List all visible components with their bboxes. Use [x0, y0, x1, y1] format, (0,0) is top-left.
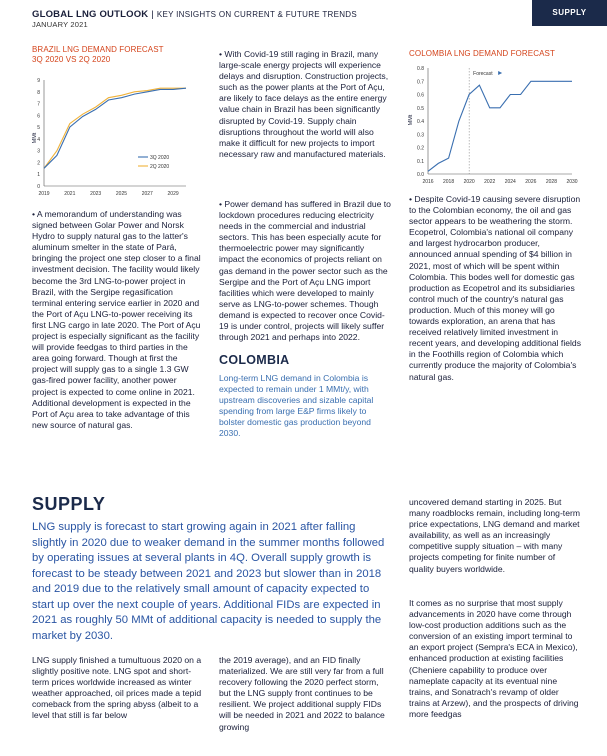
- colombia-forecast-arrow-icon: [498, 71, 502, 75]
- brazil-x-tick-label: 2025: [115, 191, 128, 197]
- brazil-y-tick-label: 9: [37, 78, 40, 84]
- colombia-x-tick-label: 2018: [443, 179, 455, 185]
- brazil-y-tick-label: 1: [37, 172, 40, 179]
- brazil-legend-label: 2Q 2020: [150, 164, 170, 170]
- colombia-y-tick-label: 0.4: [417, 119, 424, 125]
- supply-right-paragraph-1: uncovered demand starting in 2025. But many roadblocks remain, including long-term price expectations, LNG demand and market availability, as well as an increasingly competitive supply situation – with many projects competing for finite number of quality buyers worldwide.: [409, 497, 580, 574]
- brazil-x-tick-label: 2027: [141, 191, 153, 197]
- colombia-chart-caption: COLOMBIA LNG DEMAND FORECAST: [409, 49, 555, 58]
- colombia-y-tick-label: 0.1: [417, 158, 424, 165]
- colombia-ecopetrol-paragraph: • Despite Covid-19 causing severe disruption to the Colombian economy, the oil and gas sector appears to be weathering the storm. Ecopetrol, Colombia's national oil company and largest hydrocarbon producer, announced annual spending of $4 billion in 2021, most of which will be spent within Colombia. This bodes well for domestic gas production as Ecopetrol and its subsidiaries control much of the country's natural gas production. Much of this money will go towards exploration, an arena that has received relatively limited investment in recent years, and developing additional fields in the Foothills region of Colombia which currently produce the majority of Colombia's natural gas.: [409, 194, 581, 382]
- report-date: JANUARY 2021: [32, 20, 88, 29]
- colombia-x-tick-label: 2026: [525, 179, 537, 185]
- brazil-y-tick-label: 4: [37, 136, 40, 143]
- colombia-x-tick-label: 2028: [545, 179, 557, 185]
- brazil-x-tick-label: 2019: [38, 191, 50, 197]
- title-separator: |: [151, 9, 154, 20]
- brazil-chart-title: BRAZIL LNG DEMAND FORECAST: [32, 45, 164, 54]
- colombia-lead-paragraph: Long-term LNG demand in Colombia is expected to remain under 1 MMt/y, with upstream discoveries and sizable capital spending from large E&P firms likely to bolster domestic gas production beyond 2030.: [219, 373, 374, 439]
- colombia-x-tick-label: 2016: [422, 179, 434, 185]
- brazil-y-tick-label: 2: [37, 160, 40, 167]
- brazil-y-tick-label: 8: [37, 89, 40, 96]
- brazil-x-tick-label: 2021: [64, 191, 76, 197]
- supply-heading: SUPPLY: [32, 494, 106, 514]
- colombia-lng-demand-chart: [404, 60, 584, 188]
- colombia-y-tick-label: 0.0: [417, 172, 424, 178]
- colombia-forecast-annotation: Forecast: [473, 71, 493, 77]
- colombia-y-tick-label: 0.5: [417, 105, 424, 112]
- brazil-covid-paragraph: • With Covid-19 still raging in Brazil, many large-scale energy projects will experience delays and disruption. Construction projects, such as the power plants at the Port of Açu, are likely to face delays as the entire energy value chain in Brazil has been significantly disrupted by Covid-19. Supply chain disruptions throughout the world will also make it difficult for new projects to import necessary raw and manufactured materials.: [219, 49, 389, 159]
- colombia-series-line: [428, 81, 572, 171]
- brazil-chart-subtitle: 3Q 2020 VS 2Q 2020: [32, 55, 111, 64]
- report-title-main: GLOBAL LNG OUTLOOK: [32, 9, 149, 20]
- colombia-y-axis-label: MMt: [408, 114, 414, 126]
- colombia-heading: COLOMBIA: [219, 353, 290, 367]
- colombia-x-tick-label: 2030: [566, 179, 578, 185]
- colombia-x-tick-label: 2020: [463, 179, 475, 185]
- brazil-y-tick-label: 7: [37, 101, 40, 108]
- brazil-y-tick-label: 3: [37, 148, 40, 155]
- colombia-x-tick-label: 2022: [484, 179, 496, 185]
- report-title-sub: KEY INSIGHTS ON CURRENT & FUTURE TRENDS: [156, 10, 358, 19]
- brazil-power-demand-paragraph: • Power demand has suffered in Brazil due to lockdown procedures reducing electricity needs in the commercial and industrial sectors. This has been especially acute for thermoelectric power may significantly impact the economics of projects reliant on gas demand in the power sector such as the Sergipe and the Port of Açu LNG import facilities which were developed to mainly serve as LNG-to-power schemes. Though demand is expected to recover once Covid-19 is under control, projects will likely suffer through 2021 and perhaps into 2022.: [219, 199, 391, 343]
- colombia-y-tick-label: 0.2: [417, 145, 424, 152]
- supply-right-paragraph-2: It comes as no surprise that most supply advancements in 2020 have come through low-cost production additions such as the conversion of an existing import terminal to an export project (Sempra's ECA in Mexico), enhanced production at existing facilities (Cheniere capability to produce over nameplate capacity at its eventual nine trains, and Sonatrach's revamp of older trains at Arzew), and the prospects of driving more feedgas: [409, 598, 579, 719]
- supply-body-col2: the 2019 average), and an FID finally materialized. We are still very far from a full recovery following the 2020 perfect storm, but the LNG supply front continues to be resilient. We project additional supply FIDs will be needed in 2021 and 2022 to balance growing: [219, 655, 385, 732]
- colombia-y-tick-label: 0.8: [417, 66, 424, 72]
- brazil-chart-caption: [32, 45, 164, 65]
- brazil-x-tick-label: 2023: [90, 191, 102, 197]
- colombia-y-tick-label: 0.6: [417, 92, 424, 99]
- brazil-y-axis-label: MMt: [32, 132, 38, 144]
- brazil-y-tick-label: 5: [37, 125, 40, 132]
- brazil-golar-paragraph: • A memorandum of understanding was signed between Golar Power and Norsk Hydro to supply natural gas to the latter's aluminum smelter in the state of Pará, bringing the project one step closer to a final investment decision. The facility would likely become the 3rd LNG-to-power project in Brazil, with the Sergipe regasification terminal entering service earlier in 2020 and the Port of Açu LNG-to-power receiving its first LNG cargo in late 2020. The Port of Açu project is especially significant as the facility will provide feedgas to third parties in the area going forward. Though at first the project will supply gas to a single 1.3 GW gas-fired power facility, another power project is expected to come online in 2021. Additional development is expected in the Port of Açu area to take advantage of this new source of natural gas.: [32, 209, 201, 430]
- report-title: [32, 9, 357, 20]
- brazil-legend-label: 3Q 2020: [150, 155, 170, 161]
- brazil-y-tick-label: 0: [37, 184, 40, 190]
- brazil-y-tick-label: 6: [37, 113, 40, 120]
- colombia-y-tick-label: 0.3: [417, 132, 424, 139]
- colombia-y-tick-label: 0.7: [417, 79, 424, 86]
- brazil-lng-demand-chart: [30, 72, 200, 204]
- supply-body-col1: LNG supply finished a tumultuous 2020 on a slightly positive note. LNG spot and short-term prices worldwide increased as winter weather approached, oil prices made a tepid comeback from the spring abyss (albeit to a level that still is far below: [32, 655, 202, 721]
- supply-lead-paragraph: LNG supply is forecast to start growing again in 2021 after falling slightly in 2020 due to weaker demand in the summer months followed by operating issues at several plants in 4Q. Overall supply growth is forecast to be steady between 2021 and 2023 but slower than in 2018 and 2019 due to the relatively small amount of capacity expected to start up over the next couple of years. Additional FIDs are expected in 2021 as roughly 50 MMt of additional capacity is needed to supply the market by 2030.: [32, 521, 385, 642]
- colombia-x-tick-label: 2024: [504, 179, 516, 185]
- section-tab-supply: SUPPLY: [532, 0, 607, 26]
- brazil-x-tick-label: 2029: [167, 191, 179, 197]
